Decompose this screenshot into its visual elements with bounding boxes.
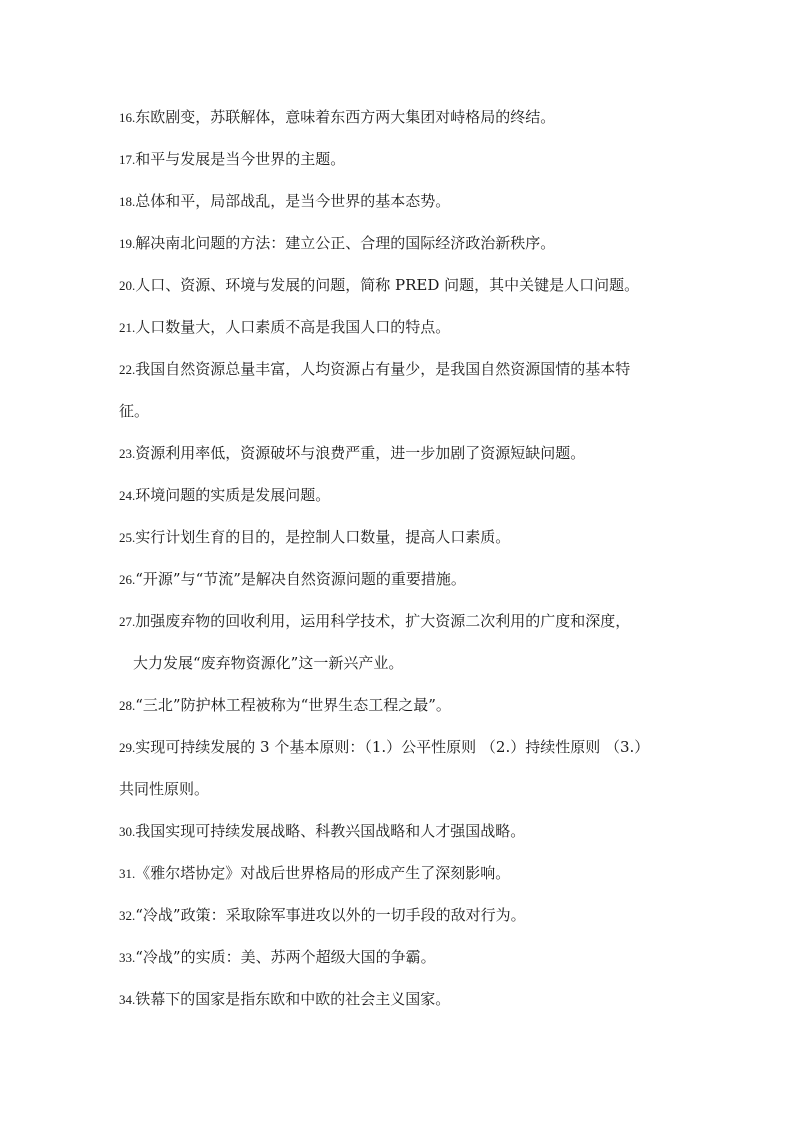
list-item: 20.人口、资源、环境与发展的问题，简称 PRED 问题，其中关键是人口问题。 [119, 276, 640, 294]
list-item-continuation: 征。 [119, 402, 150, 420]
list-item-continuation: 大力发展“废弃物资源化”这一新兴产业。 [133, 654, 404, 672]
list-item: 17.和平与发展是当今世界的主题。 [119, 150, 346, 168]
list-item: 27.加强废弃物的回收利用，运用科学技术，扩大资源二次利用的广度和深度， [119, 612, 631, 630]
list-item: 30.我国实现可持续发展战略、科教兴国战略和人才强国战略。 [119, 822, 526, 840]
list-item: 26.“开源”与“节流”是解决自然资源问题的重要措施。 [119, 570, 466, 588]
list-item: 29.实现可持续发展的 3 个基本原则：（1.）公平性原则 （2.）持续性原则 （3.） [119, 738, 650, 756]
list-item: 23.资源利用率低，资源破坏与浪费严重，进一步加剧了资源短缺问题。 [119, 444, 586, 462]
list-item: 24.环境问题的实质是发展问题。 [119, 486, 331, 504]
list-item: 33.“冷战”的实质：美、苏两个超级大国的争霸。 [119, 948, 436, 966]
list-item: 28.“三北”防护林工程被称为“世界生态工程之最”。 [119, 696, 451, 714]
list-item: 25.实行计划生育的目的，是控制人口数量，提高人口素质。 [119, 528, 511, 546]
list-item: 18.总体和平，局部战乱，是当今世界的基本态势。 [119, 192, 451, 210]
list-item: 22.我国自然资源总量丰富，人均资源占有量少，是我国自然资源国情的基本特 [119, 360, 631, 378]
list-item: 31.《雅尔塔协定》对战后世界格局的形成产生了深刻影响。 [119, 864, 511, 882]
list-item: 34.铁幕下的国家是指东欧和中欧的社会主义国家。 [119, 990, 451, 1008]
list-item-continuation: 共同性原则。 [119, 780, 210, 798]
list-item: 19.解决南北问题的方法：建立公正、合理的国际经济政治新秩序。 [119, 234, 556, 252]
list-item: 32.“冷战”政策：采取除军事进攻以外的一切手段的敌对行为。 [119, 906, 526, 924]
list-item: 21.人口数量大，人口素质不高是我国人口的特点。 [119, 318, 451, 336]
list-item: 16.东欧剧变，苏联解体，意味着东西方两大集团对峙格局的终结。 [119, 108, 556, 126]
